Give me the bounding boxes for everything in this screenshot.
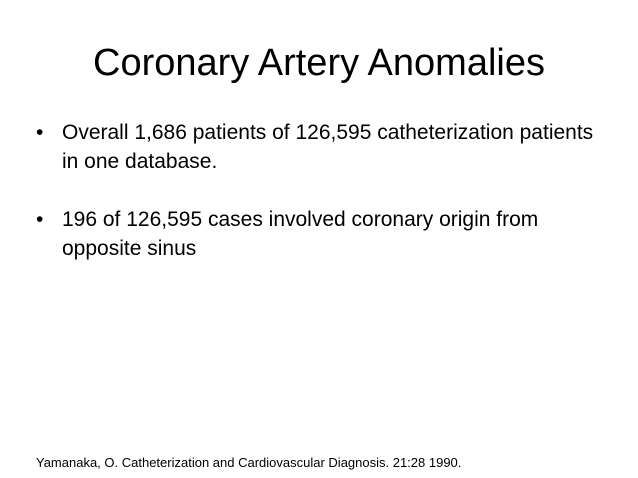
bullet-text: 196 of 126,595 cases involved coronary origin from opposite sinus [62, 208, 539, 260]
bullet-list [36, 118, 596, 292]
citation: Yamanaka, O. Catheterization and Cardiovascular Diagnosis. 21:28 1990. [36, 455, 462, 470]
bullet-dot-icon: • [36, 121, 44, 144]
bullet-item [36, 118, 596, 176]
bullet-text: Overall 1,686 patients of 126,595 catheterization patients in one database. [62, 121, 594, 173]
bullet-dot-icon: • [36, 208, 44, 231]
slide-title: Coronary Artery Anomalies [93, 42, 545, 84]
bullet-item [36, 205, 596, 263]
